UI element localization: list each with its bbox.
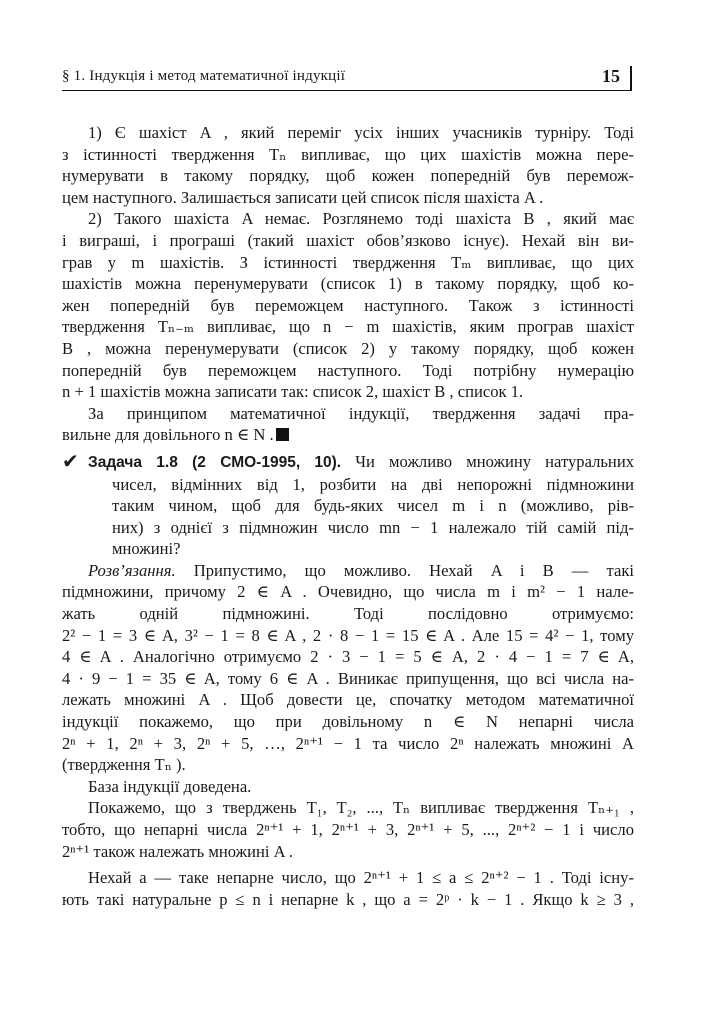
section-title: § 1. Індукція і метод математичної індукції: [62, 68, 346, 84]
text-line: (твердження Tₙ ).: [62, 755, 186, 775]
base-case-line: База індукції доведена.: [88, 776, 252, 796]
page-body: [62, 122, 634, 910]
text-line: 1) Є шахіст A , який переміг усіх інших учасників турніру. Тоді: [88, 123, 634, 142]
text-line: грав у m шахістів. З істинності твердження Tₘ випливає, що цих: [62, 252, 634, 272]
case-2-paragraph: [62, 208, 634, 402]
text-line: множині?: [112, 539, 181, 559]
header-rule: [62, 90, 632, 91]
text-line: попередній був переможцем наступного. Тоді потрібну нумерацію: [62, 360, 634, 380]
conclusion-text: вильне для довільного n ∈ N .: [62, 425, 274, 445]
text-line: За принципом математичної індукції, твердження задачі пра-: [88, 403, 634, 423]
text-line: Покажемо, що з тверджень T₁, T₂, ..., Tₙ випливає твердження Tₙ₊₁ ,: [88, 798, 634, 818]
solution-text: Припустимо, що можливо. Нехай A і B — такі: [193, 560, 634, 580]
running-header: [62, 66, 632, 90]
text-line: Нехай a — таке непарне число, що 2ⁿ⁺¹ + 1 ≤ a ≤ 2ⁿ⁺² − 1 . Тоді існу-: [88, 868, 634, 888]
text-line: твердження Tₙ₋ₘ випливає, що n − m шахістів, яким програв шахіст: [62, 317, 634, 337]
text-line: ють такі натуральне p ≤ n і непарне k , що a = 2ᵖ · k − 1 . Якщо k ≥ 3 ,: [62, 889, 634, 909]
text-line: них) з однієї з підмножин число mn − 1 належало тій самій під-: [112, 517, 634, 537]
text-line: з істинності твердження Tₙ випливає, що цих шахістів можна пере-: [62, 144, 634, 164]
text-line: 2) Такого шахіста A немає. Розглянемо тоді шахіста B , який має: [88, 209, 634, 229]
qed-square-icon: [276, 428, 289, 441]
text-line: 4 ∈ A . Аналогічно отримуємо 2 · 3 − 1 = 5 ∈ A, 2 · 4 − 1 = 7 ∈ A,: [62, 647, 634, 667]
problem-heading: Задача 1.8 (2 СМО-1995, 10).: [88, 453, 342, 471]
checkmark-icon: ✔: [62, 448, 79, 473]
text-line: жен попередній був переможцем наступного. Також з істинності: [62, 295, 634, 315]
text-line: підмножини, причому 2 ∈ A . Очевидно, що числа m і m² − 1 нале-: [62, 582, 634, 602]
solution-paragraph: [62, 560, 634, 776]
text-line: лежать множині A . Щоб довести це, спочатку методом математичної: [62, 690, 634, 710]
page-number: 15: [602, 66, 620, 86]
text-line: жать одній підмножині. Тоді послідовно отримуємо:: [62, 604, 634, 624]
solution-label: Розв’язання.: [88, 560, 176, 580]
text-line: 4 · 9 − 1 = 35 ∈ A, тому 6 ∈ A . Виникає припущення, що всі числа на-: [62, 668, 634, 688]
final-paragraph: [62, 867, 634, 910]
text-line: [62, 560, 634, 582]
header-tick: [630, 66, 632, 90]
text-line: індукції покажемо, що при довільному n ∈ N непарні числа: [62, 712, 634, 732]
text-line: цем наступного. Залишається записати цей список після шахіста A .: [62, 187, 544, 207]
case-1-paragraph: [62, 122, 634, 208]
text-line: n + 1 шахістів можна записати так: список 2, шахіст B , список 1.: [62, 382, 524, 402]
text-line: [62, 424, 634, 446]
text-line: 2² − 1 = 3 ∈ A, 3² − 1 = 8 ∈ A , 2 · 8 − 1 = 15 ∈ A . Але 15 = 4² − 1, тому: [62, 625, 634, 645]
text-line: 2ⁿ + 1, 2ⁿ + 3, 2ⁿ + 5, …, 2ⁿ⁺¹ − 1 та число 2ⁿ належать множині A: [62, 733, 634, 753]
text-line: таким чином, щоб для будь-яких чисел m і n (можливо, рів-: [112, 496, 634, 516]
problem-block: [62, 448, 634, 560]
text-line: тобто, що непарні числа 2ⁿ⁺¹ + 1, 2ⁿ⁺¹ + 3, 2ⁿ⁺¹ + 5, ..., 2ⁿ⁺² − 1 і число: [62, 820, 634, 839]
text-line: B , можна перенумерувати (список 2) у такому порядку, щоб кожен: [62, 338, 634, 358]
text-line: [88, 451, 634, 474]
text-line: нумерувати в такому порядку, щоб кожен попередній був перемож-: [62, 166, 634, 186]
inductive-step-paragraph: [62, 797, 634, 862]
text-line: шахістів можна перенумерувати (список 1) в такому порядку, щоб ко-: [62, 274, 634, 294]
text-line: 2ⁿ⁺¹ також належать множині A .: [62, 841, 293, 861]
problem-text: Чи можливо множину натуральних: [355, 451, 634, 471]
text-line: і виграші, і програші (такий шахіст обов’язково існує). Нехай він ви-: [62, 230, 634, 250]
text-line: чисел, відмінних від 1, розбити на дві непорожні підмножини: [112, 474, 634, 494]
conclusion-paragraph: [62, 403, 634, 446]
